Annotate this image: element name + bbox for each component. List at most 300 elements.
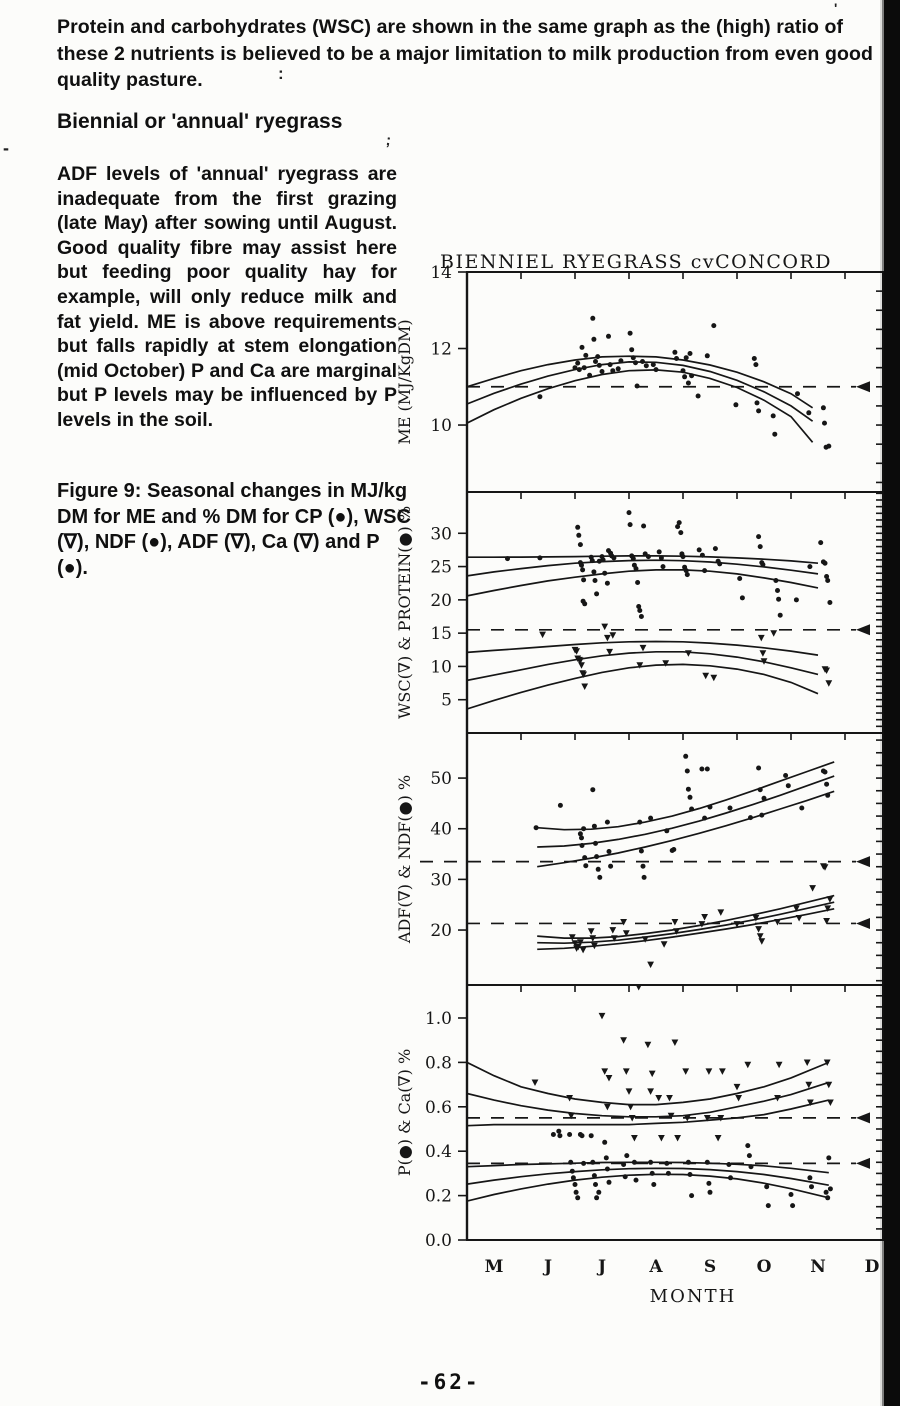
- data-point-triangle: [796, 915, 803, 922]
- data-point-circle: [596, 867, 601, 872]
- data-point-circle: [637, 608, 642, 613]
- data-point-circle: [557, 1133, 562, 1138]
- data-point-circle: [686, 787, 691, 792]
- x-tick-month: D: [864, 1257, 880, 1277]
- data-point-triangle: [661, 941, 668, 948]
- data-point-circle: [825, 578, 830, 583]
- x-axis-label: MONTH: [649, 1286, 737, 1307]
- data-point-circle: [824, 1190, 829, 1195]
- y-tick-label: 5: [441, 690, 452, 711]
- data-point-circle: [624, 1153, 629, 1158]
- data-point-circle: [602, 571, 607, 576]
- data-point-circle: [728, 806, 733, 811]
- data-point-circle: [799, 806, 804, 811]
- data-point-circle: [827, 600, 832, 605]
- data-point-circle: [600, 369, 605, 374]
- data-point-circle: [786, 783, 791, 788]
- scan-artifact: :: [278, 64, 284, 83]
- data-point-circle: [822, 421, 827, 426]
- left-arrowhead-icon: [856, 856, 870, 867]
- data-point-triangle: [581, 684, 588, 691]
- data-point-circle: [740, 595, 745, 600]
- data-point-triangle: [744, 1062, 751, 1069]
- data-point-triangle: [702, 673, 709, 680]
- data-point-circle: [575, 361, 580, 366]
- data-point-circle: [762, 796, 767, 801]
- data-point-circle: [604, 1155, 609, 1160]
- data-point-circle: [688, 1172, 693, 1177]
- section-heading: Biennial or 'annual' ryegrass: [57, 110, 343, 133]
- data-point-circle: [726, 1162, 731, 1167]
- body-paragraph: [57, 162, 397, 433]
- data-point-circle: [806, 410, 811, 415]
- data-point-circle: [826, 1155, 831, 1160]
- data-point-triangle: [825, 680, 832, 687]
- data-point-circle: [591, 569, 596, 574]
- data-point-circle: [579, 835, 584, 840]
- data-point-circle: [685, 769, 690, 774]
- fit-curve: [467, 1168, 829, 1185]
- data-point-circle: [631, 355, 636, 360]
- data-point-circle: [637, 820, 642, 825]
- data-point-triangle: [647, 1088, 654, 1095]
- data-point-circle: [825, 1195, 830, 1200]
- data-point-circle: [789, 1192, 794, 1197]
- data-point-circle: [571, 1175, 576, 1180]
- data-point-circle: [575, 1195, 580, 1200]
- data-point-circle: [684, 355, 689, 360]
- data-point-circle: [699, 767, 704, 772]
- data-point-circle: [534, 825, 539, 830]
- data-point-circle: [828, 1186, 833, 1191]
- x-tick-month: J: [543, 1257, 553, 1277]
- data-point-circle: [760, 562, 765, 567]
- data-point-circle: [607, 1180, 612, 1185]
- x-tick-month: A: [649, 1257, 663, 1277]
- data-point-circle: [756, 766, 761, 771]
- y-tick-label: 10: [430, 416, 452, 437]
- data-point-circle: [702, 816, 707, 821]
- y-tick-label: 15: [430, 624, 452, 645]
- data-point-circle: [608, 864, 613, 869]
- body-text: ME is above requirements but falls rapidly at stem elongation (mid October) P and Ca are marginal but P levels may be influenced by P levels in the soil.: [57, 310, 397, 431]
- data-point-circle: [689, 807, 694, 812]
- data-point-circle: [570, 1169, 575, 1174]
- data-point-triangle: [655, 1095, 662, 1102]
- data-point-circle: [594, 854, 599, 859]
- data-point-circle: [749, 1164, 754, 1169]
- data-point-triangle: [532, 1080, 539, 1087]
- data-point-circle: [737, 576, 742, 581]
- y-tick-label: 30: [430, 870, 452, 891]
- panel-4-data: [467, 984, 834, 1208]
- data-point-circle: [590, 316, 595, 321]
- data-point-circle: [623, 1174, 628, 1179]
- data-point-circle: [583, 353, 588, 358]
- data-point-circle: [595, 354, 600, 359]
- data-point-triangle: [599, 1013, 606, 1020]
- panel-2-data: [467, 510, 832, 709]
- data-point-circle: [689, 373, 694, 378]
- data-point-circle: [605, 581, 610, 586]
- data-point-circle: [611, 555, 616, 560]
- data-point-circle: [733, 402, 738, 407]
- data-point-circle: [581, 1161, 586, 1166]
- data-point-circle: [640, 359, 645, 364]
- data-point-circle: [580, 567, 585, 572]
- figure-caption: Figure 9: Seasonal changes in MJ/kg DM for ME and % DM for CP (●), WSC (∇), NDF (●), ADF (∇), Ca (∇) and P (●).: [57, 480, 411, 579]
- data-point-circle: [745, 1143, 750, 1148]
- data-point-circle: [607, 849, 612, 854]
- data-point-circle: [748, 815, 753, 820]
- data-point-triangle: [645, 1042, 652, 1049]
- data-point-triangle: [629, 1115, 636, 1122]
- data-point-circle: [681, 554, 686, 559]
- data-point-triangle: [580, 947, 587, 954]
- data-point-circle: [537, 555, 542, 560]
- data-point-circle: [593, 841, 598, 846]
- data-point-circle: [682, 374, 687, 379]
- data-point-circle: [753, 362, 758, 367]
- data-point-circle: [593, 359, 598, 364]
- data-point-circle: [635, 384, 640, 389]
- data-point-circle: [551, 1132, 556, 1137]
- data-point-circle: [590, 787, 595, 792]
- data-point-circle: [666, 1171, 671, 1176]
- data-point-circle: [597, 875, 602, 880]
- data-point-circle: [772, 432, 777, 437]
- data-point-circle: [639, 614, 644, 619]
- data-point-circle: [766, 1203, 771, 1208]
- data-point-circle: [708, 1190, 713, 1195]
- data-point-circle: [826, 444, 831, 449]
- y-tick-label: 1.0: [424, 1008, 452, 1029]
- data-point-circle: [596, 1190, 601, 1195]
- data-point-circle: [752, 356, 757, 361]
- figure-9-chart: [390, 250, 900, 1310]
- data-point-circle: [794, 597, 799, 602]
- y-tick-label: 50: [430, 769, 452, 790]
- data-point-triangle: [620, 919, 627, 926]
- data-point-triangle: [825, 1082, 832, 1089]
- data-point-circle: [713, 546, 718, 551]
- data-point-circle: [705, 1160, 710, 1165]
- y-tick-label: 0.2: [424, 1186, 452, 1207]
- x-tick-month: S: [703, 1257, 717, 1277]
- data-point-circle: [657, 549, 662, 554]
- data-point-circle: [685, 572, 690, 577]
- data-point-circle: [646, 554, 651, 559]
- data-point-triangle: [604, 1104, 611, 1111]
- data-point-circle: [589, 1133, 594, 1138]
- data-point-triangle: [760, 650, 767, 657]
- panel-1-ylabel: ME (MJ/KgDM): [395, 319, 414, 445]
- data-point-circle: [807, 1175, 812, 1180]
- data-point-circle: [579, 563, 584, 568]
- y-tick-label: 10: [430, 657, 452, 678]
- data-point-triangle: [755, 926, 762, 933]
- x-tick-month: O: [756, 1257, 772, 1277]
- y-tick-label: 12: [430, 339, 452, 360]
- data-point-circle: [825, 793, 830, 798]
- y-tick-label: 30: [430, 524, 452, 545]
- data-point-triangle: [601, 1068, 608, 1075]
- data-point-circle: [594, 591, 599, 596]
- data-point-circle: [592, 1173, 597, 1178]
- data-point-circle: [597, 363, 602, 368]
- data-point-circle: [771, 413, 776, 418]
- figure-9-svg: [390, 250, 900, 1310]
- data-point-circle: [575, 525, 580, 530]
- body-text: ADF levels of 'annual' ryegrass are inadequate from the first grazing (late May) after sowing until August. Good quality fibre may assist here but feeding poor quality hay for example, will only reduce milk and fat: [57, 163, 397, 333]
- data-point-circle: [558, 803, 563, 808]
- data-point-circle: [580, 843, 585, 848]
- data-point-circle: [678, 530, 683, 535]
- data-point-circle: [651, 362, 656, 367]
- page-number: -62-: [418, 1370, 481, 1394]
- data-point-circle: [618, 358, 623, 363]
- y-tick-label: 20: [430, 590, 452, 611]
- data-point-circle: [587, 373, 592, 378]
- x-tick-month: J: [597, 1257, 607, 1277]
- y-tick-label: 0.0: [424, 1231, 452, 1251]
- data-point-triangle: [719, 1068, 726, 1075]
- data-point-circle: [629, 347, 634, 352]
- data-point-triangle: [604, 635, 611, 642]
- data-point-triangle: [539, 632, 546, 639]
- scan-artifact: ': [834, 0, 838, 16]
- data-point-circle: [776, 597, 781, 602]
- panel-3: [395, 740, 884, 981]
- data-point-circle: [755, 400, 760, 405]
- data-point-circle: [686, 381, 691, 386]
- data-point-circle: [790, 1203, 795, 1208]
- data-point-circle: [672, 350, 677, 355]
- data-point-circle: [711, 323, 716, 328]
- left-arrowhead-icon: [856, 1112, 870, 1123]
- data-point-circle: [664, 1161, 669, 1166]
- y-tick-label: 25: [430, 557, 452, 578]
- data-point-circle: [634, 566, 639, 571]
- data-point-circle: [591, 337, 596, 342]
- left-arrowhead-icon: [856, 381, 870, 392]
- data-point-circle: [696, 394, 701, 399]
- data-point-triangle: [647, 962, 654, 969]
- data-point-triangle: [672, 1040, 679, 1047]
- data-point-circle: [641, 864, 646, 869]
- data-point-circle: [582, 855, 587, 860]
- data-point-circle: [664, 828, 669, 833]
- data-point-circle: [616, 366, 621, 371]
- data-point-circle: [628, 331, 633, 336]
- data-point-triangle: [578, 662, 585, 669]
- data-point-circle: [590, 1160, 595, 1165]
- data-point-triangle: [588, 928, 595, 935]
- data-point-circle: [659, 555, 664, 560]
- data-point-triangle: [631, 1135, 638, 1142]
- data-point-circle: [594, 1195, 599, 1200]
- data-point-circle: [764, 1184, 769, 1189]
- data-point-triangle: [682, 1068, 689, 1075]
- data-point-circle: [583, 863, 588, 868]
- left-arrowhead-icon: [856, 1158, 870, 1169]
- data-point-circle: [573, 1182, 578, 1187]
- data-point-triangle: [827, 896, 834, 903]
- data-point-circle: [759, 813, 764, 818]
- data-point-circle: [639, 849, 644, 854]
- y-tick-label: 0.4: [424, 1142, 452, 1163]
- data-point-circle: [818, 540, 823, 545]
- data-point-circle: [621, 1162, 626, 1167]
- data-point-circle: [581, 577, 586, 582]
- data-point-triangle: [706, 1068, 713, 1075]
- data-point-circle: [537, 394, 542, 399]
- y-tick-label: 20: [430, 921, 452, 942]
- data-point-circle: [582, 601, 587, 606]
- data-point-circle: [697, 547, 702, 552]
- data-point-circle: [773, 578, 778, 583]
- data-point-triangle: [649, 1071, 656, 1078]
- data-point-triangle: [701, 914, 708, 921]
- data-point-triangle: [674, 1135, 681, 1142]
- data-point-circle: [644, 363, 649, 368]
- data-point-circle: [633, 360, 638, 365]
- data-point-triangle: [640, 645, 647, 652]
- data-point-circle: [648, 816, 653, 821]
- data-point-triangle: [710, 675, 717, 682]
- data-point-circle: [577, 367, 582, 372]
- panel-2: [395, 493, 884, 733]
- scan-gutter-bar: [884, 0, 900, 1406]
- data-point-circle: [605, 1167, 610, 1172]
- body-text-bold: yield.: [89, 310, 139, 333]
- fit-curve: [467, 664, 818, 709]
- data-point-circle: [590, 558, 595, 563]
- chart-title: BIENNIEL RYEGRASS cvCONCORD: [440, 251, 832, 273]
- data-point-circle: [582, 365, 587, 370]
- data-point-circle: [632, 1160, 637, 1165]
- data-point-circle: [650, 1171, 655, 1176]
- data-point-circle: [702, 568, 707, 573]
- panel-4: [395, 984, 884, 1251]
- data-point-circle: [708, 805, 713, 810]
- data-point-circle: [608, 362, 613, 367]
- data-point-circle: [576, 533, 581, 538]
- data-point-circle: [756, 408, 761, 413]
- data-point-circle: [592, 824, 597, 829]
- data-point-circle: [654, 367, 659, 372]
- panel-2-ylabel: WSC(∇) & PROTEIN(●) %: [395, 505, 414, 720]
- data-point-circle: [634, 1178, 639, 1183]
- data-point-circle: [651, 1182, 656, 1187]
- data-point-circle: [823, 561, 828, 566]
- data-point-circle: [706, 1181, 711, 1186]
- data-point-circle: [807, 564, 812, 569]
- data-point-circle: [661, 564, 666, 569]
- fit-curve: [467, 570, 818, 596]
- data-point-circle: [823, 770, 828, 775]
- data-point-triangle: [620, 1037, 627, 1044]
- data-point-triangle: [672, 919, 679, 926]
- data-point-circle: [795, 391, 800, 396]
- data-point-circle: [775, 588, 780, 593]
- data-point-triangle: [685, 650, 692, 657]
- data-point-circle: [705, 353, 710, 358]
- data-point-circle: [688, 351, 693, 356]
- data-point-circle: [505, 556, 510, 561]
- data-point-triangle: [770, 630, 777, 637]
- data-point-circle: [824, 782, 829, 787]
- data-point-triangle: [735, 1095, 742, 1102]
- data-point-circle: [686, 1160, 691, 1165]
- panel-1: [395, 263, 884, 482]
- data-point-triangle: [758, 635, 765, 642]
- data-point-circle: [756, 534, 761, 539]
- data-point-circle: [671, 847, 676, 852]
- data-point-circle: [681, 368, 686, 373]
- y-tick-label: 40: [430, 819, 452, 840]
- y-tick-label: 14: [430, 263, 452, 283]
- data-point-circle: [635, 580, 640, 585]
- data-point-circle: [809, 1184, 814, 1189]
- left-arrowhead-icon: [856, 624, 870, 635]
- data-point-triangle: [626, 1088, 633, 1095]
- data-point-circle: [677, 520, 682, 525]
- data-point-circle: [593, 578, 598, 583]
- data-point-circle: [747, 1153, 752, 1158]
- data-point-circle: [674, 356, 679, 361]
- data-point-circle: [606, 334, 611, 339]
- data-point-circle: [758, 544, 763, 549]
- scan-artifact: ;: [384, 131, 393, 150]
- y-tick-label: 0.6: [424, 1097, 452, 1118]
- data-point-circle: [642, 875, 647, 880]
- data-point-circle: [688, 795, 693, 800]
- panel-3-ylabel: ADF(∇) & NDF(●) %: [395, 774, 414, 944]
- data-point-triangle: [804, 1060, 811, 1067]
- data-point-circle: [567, 1132, 572, 1137]
- data-point-circle: [717, 561, 722, 566]
- data-point-circle: [610, 368, 615, 373]
- data-point-circle: [728, 1175, 733, 1180]
- data-point-circle: [602, 1140, 607, 1145]
- data-point-triangle: [715, 1135, 722, 1142]
- data-point-circle: [648, 1160, 653, 1165]
- data-point-triangle: [609, 927, 616, 934]
- data-point-circle: [573, 365, 578, 370]
- data-point-circle: [627, 510, 632, 515]
- data-point-circle: [758, 787, 763, 792]
- data-point-circle: [605, 820, 610, 825]
- data-point-circle: [580, 345, 585, 350]
- y-tick-label: 0.8: [424, 1053, 452, 1074]
- data-point-circle: [628, 522, 633, 527]
- data-point-circle: [580, 1133, 585, 1138]
- data-point-circle: [705, 767, 710, 772]
- data-point-circle: [581, 826, 586, 831]
- data-point-triangle: [809, 885, 816, 892]
- data-point-triangle: [758, 938, 765, 945]
- data-point-circle: [778, 613, 783, 618]
- data-point-triangle: [824, 1060, 831, 1067]
- data-point-triangle: [734, 1084, 741, 1091]
- data-point-triangle: [606, 1075, 613, 1082]
- panel-4-ylabel: P(●) & Ca(∇) %: [395, 1048, 414, 1177]
- data-point-triangle: [623, 1068, 630, 1075]
- data-point-triangle: [601, 624, 608, 631]
- data-point-circle: [601, 557, 606, 562]
- data-point-circle: [821, 405, 826, 410]
